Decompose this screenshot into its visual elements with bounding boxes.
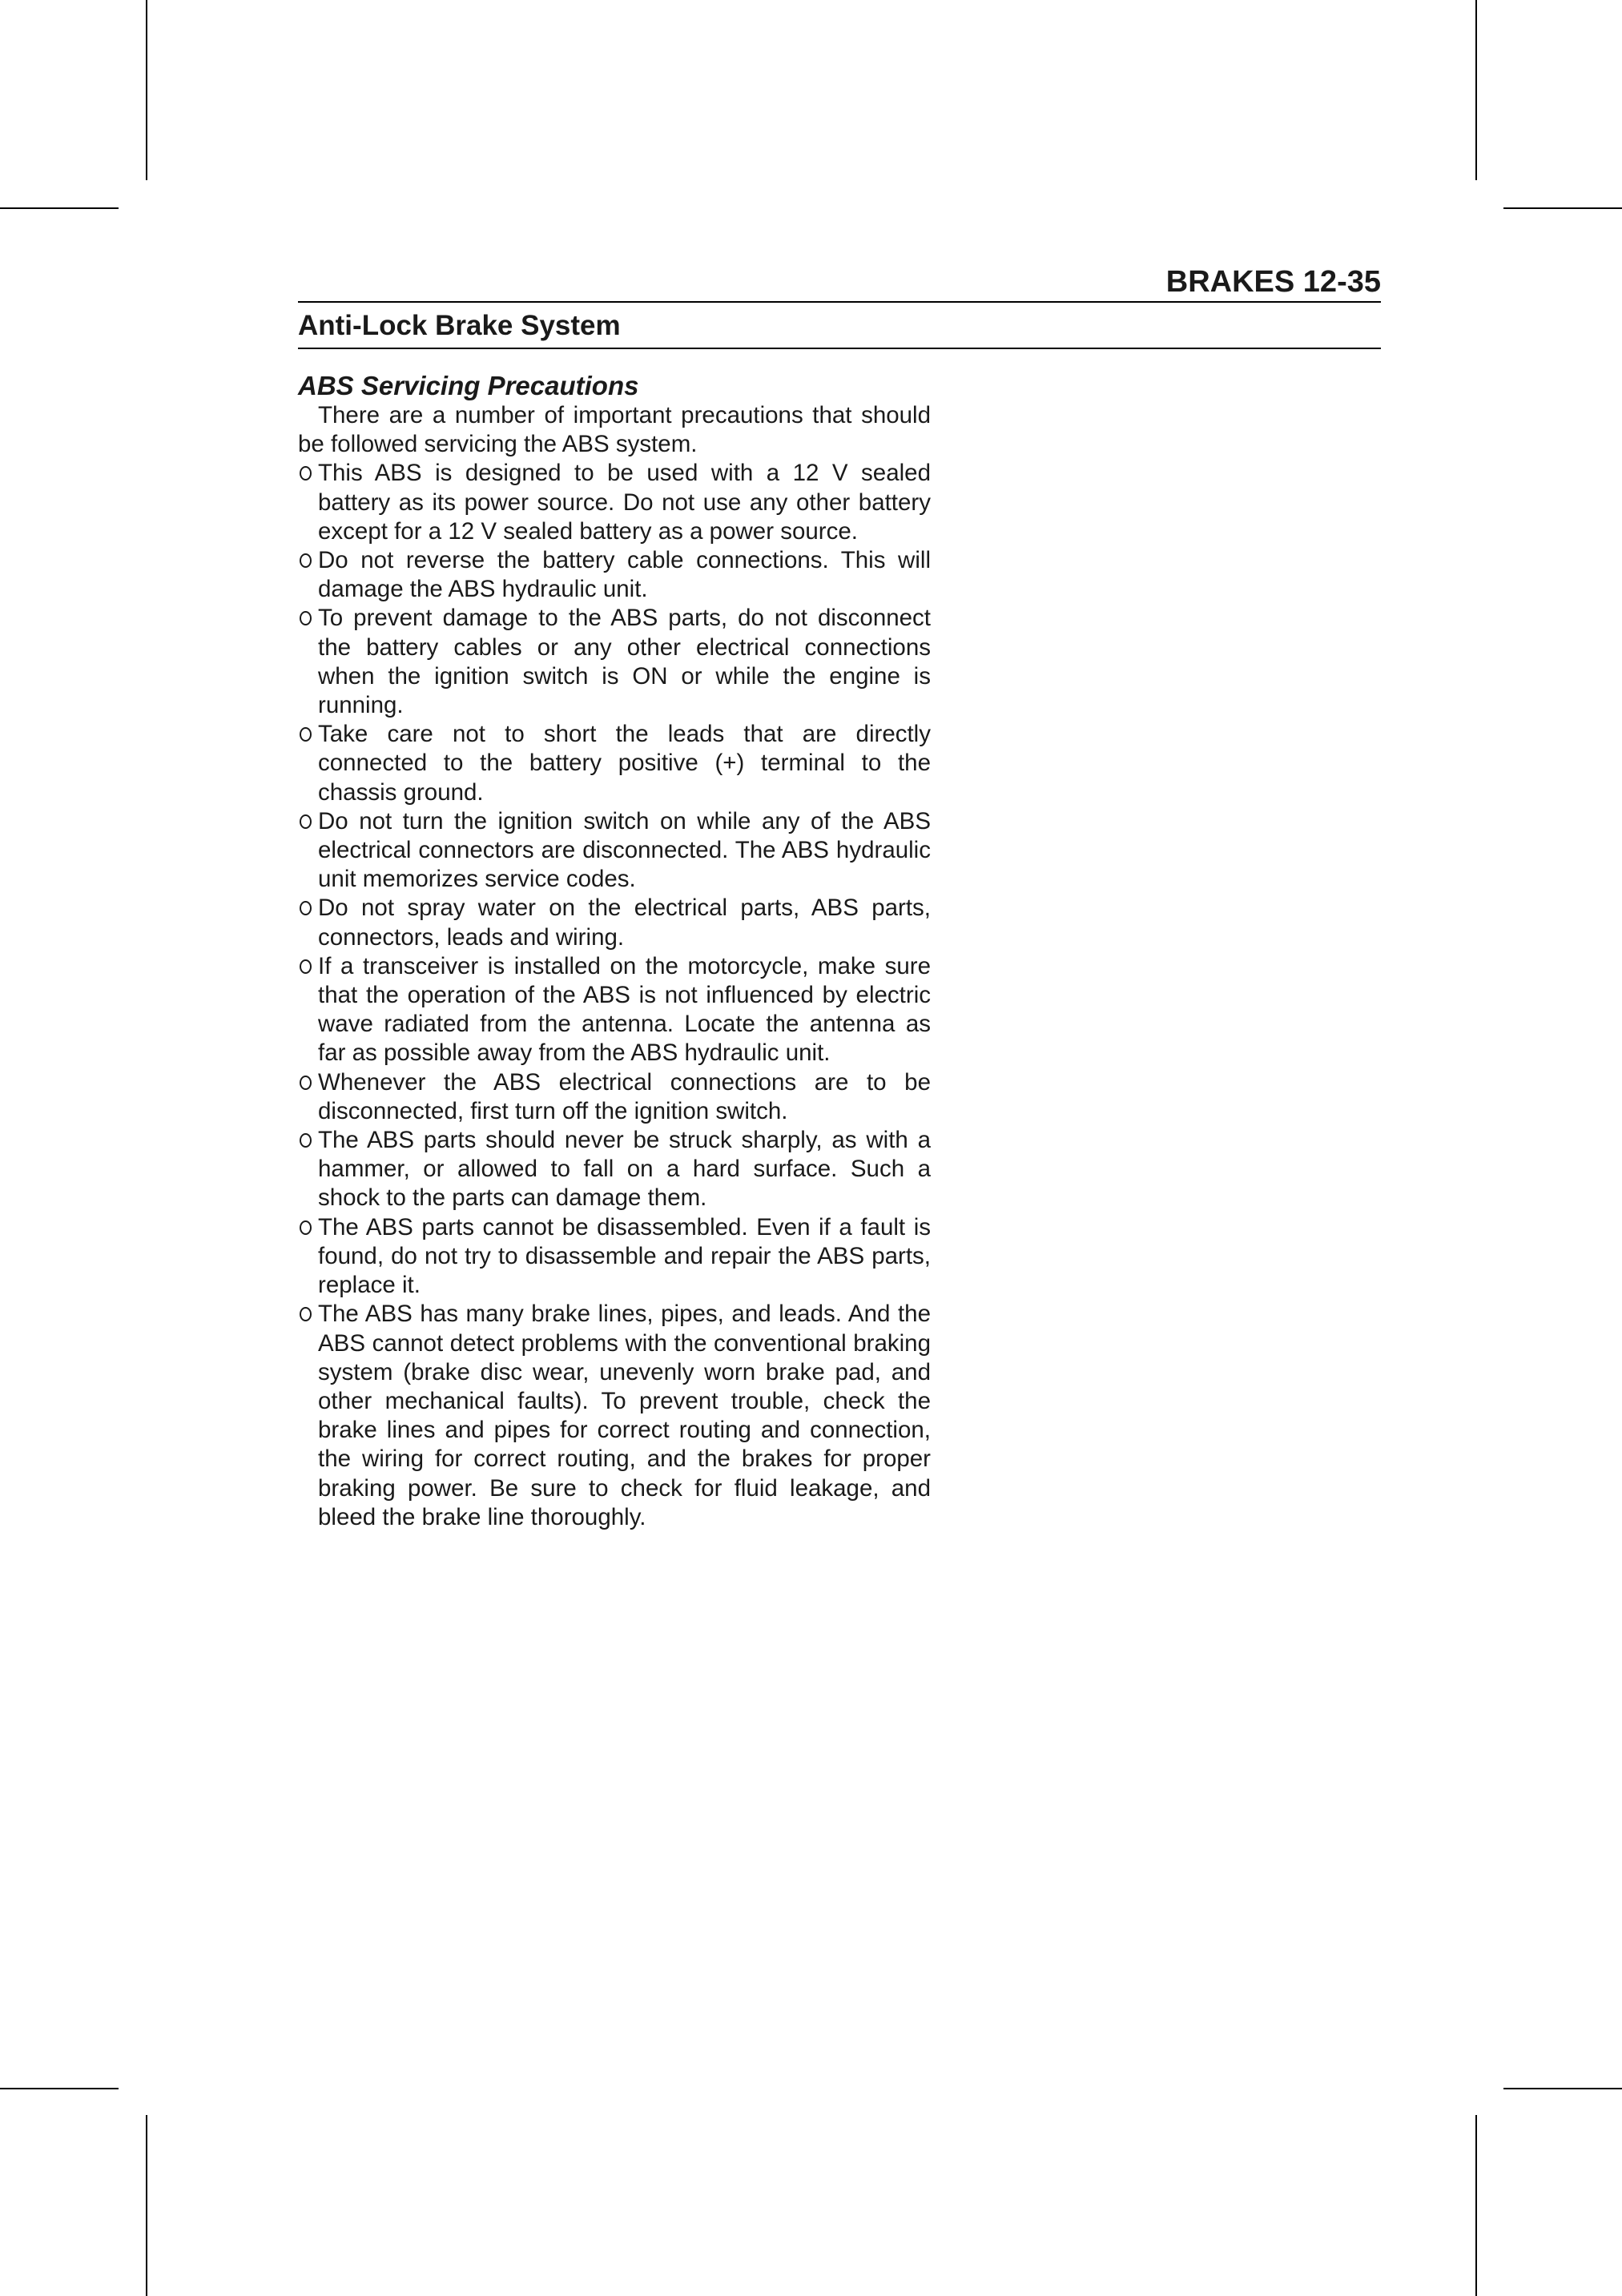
list-item-text: To prevent damage to the ABS parts, do not disconnect the battery cables or any other electrical connections when the ignition switch is ON or while the engine is running. — [318, 605, 931, 719]
crop-mark-bottom-right-horizontal — [1503, 2088, 1622, 2089]
list-item-text: The ABS has many brake lines, pipes, and leads. And the ABS cannot detect problems with the conventional braking system (brake disc wear, unevenly worn brake pad, and other mechanical faults). To prevent trouble, check the brake lines and pipes for correct routing and connection, the wiring for correct routing, and the brakes for proper braking power. Be sure to check for fluid leakage, and bleed the brake line thoroughly. — [318, 1301, 931, 1530]
list-item-text: This ABS is designed to be used with a 12 V sealed battery as its power source. Do not use any other battery except for a 12 V sealed battery as a power source. — [318, 460, 931, 545]
intro-paragraph: There are a number of important precautions that should be followed servicing the ABS system. — [298, 402, 931, 458]
list-item-text: Whenever the ABS electrical connections are to be disconnected, first turn off the ignition switch. — [318, 1068, 931, 1124]
list-item-text: The ABS parts cannot be disassembled. Even if a fault is found, do not try to disassemble and repair the ABS parts, replace it. — [318, 1213, 931, 1299]
hollow-circle-icon — [300, 611, 312, 625]
list-item-text: The ABS parts should never be struck sharply, as with a hammer, or allowed to fall on a hard surface. Such a shock to the parts can damage them. — [318, 1127, 931, 1212]
list-item — [298, 1068, 931, 1126]
list-item-text: If a transceiver is installed on the motorcycle, make sure that the operation of the ABS is not influenced by electric wave radiated from the antenna. Locate the antenna as far as possible away from the ABS hydraulic unit. — [318, 952, 931, 1067]
crop-mark-top-right-horizontal — [1503, 207, 1622, 209]
main-content — [298, 371, 931, 1532]
hollow-circle-icon — [300, 466, 312, 481]
hollow-circle-icon — [300, 901, 312, 915]
crop-mark-top-right-vertical — [1475, 0, 1477, 180]
crop-mark-bottom-left-horizontal — [0, 2088, 119, 2089]
list-item-text: Do not turn the ignition switch on while any of the ABS electrical connectors are disconnected. The ABS hydraulic unit memorizes service codes. — [318, 807, 931, 893]
hollow-circle-icon — [300, 1133, 312, 1148]
hollow-circle-icon — [300, 553, 312, 568]
list-item-text: Take care not to short the leads that are directly connected to the battery positive (+) terminal to the chassis ground. — [318, 721, 931, 806]
hollow-circle-icon — [300, 1220, 312, 1235]
list-item — [298, 894, 931, 951]
list-item — [298, 459, 931, 546]
list-item-text: Do not spray water on the electrical parts, ABS parts, connectors, leads and wiring. — [318, 895, 931, 951]
crop-mark-top-left-horizontal — [0, 207, 119, 209]
page-header — [298, 263, 1381, 349]
precautions-list — [298, 459, 931, 1532]
hollow-circle-icon — [300, 1076, 312, 1090]
hollow-circle-icon — [300, 959, 312, 974]
list-item — [298, 604, 931, 720]
list-item — [298, 720, 931, 807]
list-item — [298, 1300, 931, 1532]
list-item-text: Do not reverse the battery cable connections. This will damage the ABS hydraulic unit. — [318, 547, 931, 603]
list-item — [298, 952, 931, 1068]
hollow-circle-icon — [300, 727, 312, 742]
subheading: ABS Servicing Precautions — [298, 371, 639, 400]
list-item — [298, 546, 931, 604]
crop-mark-bottom-right-vertical — [1475, 2115, 1477, 2296]
header-rule-bottom — [298, 348, 1381, 349]
section-title: Anti-Lock Brake System — [298, 310, 621, 341]
hollow-circle-icon — [300, 814, 312, 829]
list-item — [298, 1213, 931, 1301]
crop-mark-top-left-vertical — [146, 0, 147, 180]
list-item — [298, 807, 931, 895]
list-item — [298, 1126, 931, 1213]
page-reference: BRAKES 12-35 — [1165, 265, 1381, 299]
hollow-circle-icon — [300, 1307, 312, 1321]
crop-mark-bottom-left-vertical — [146, 2115, 147, 2296]
